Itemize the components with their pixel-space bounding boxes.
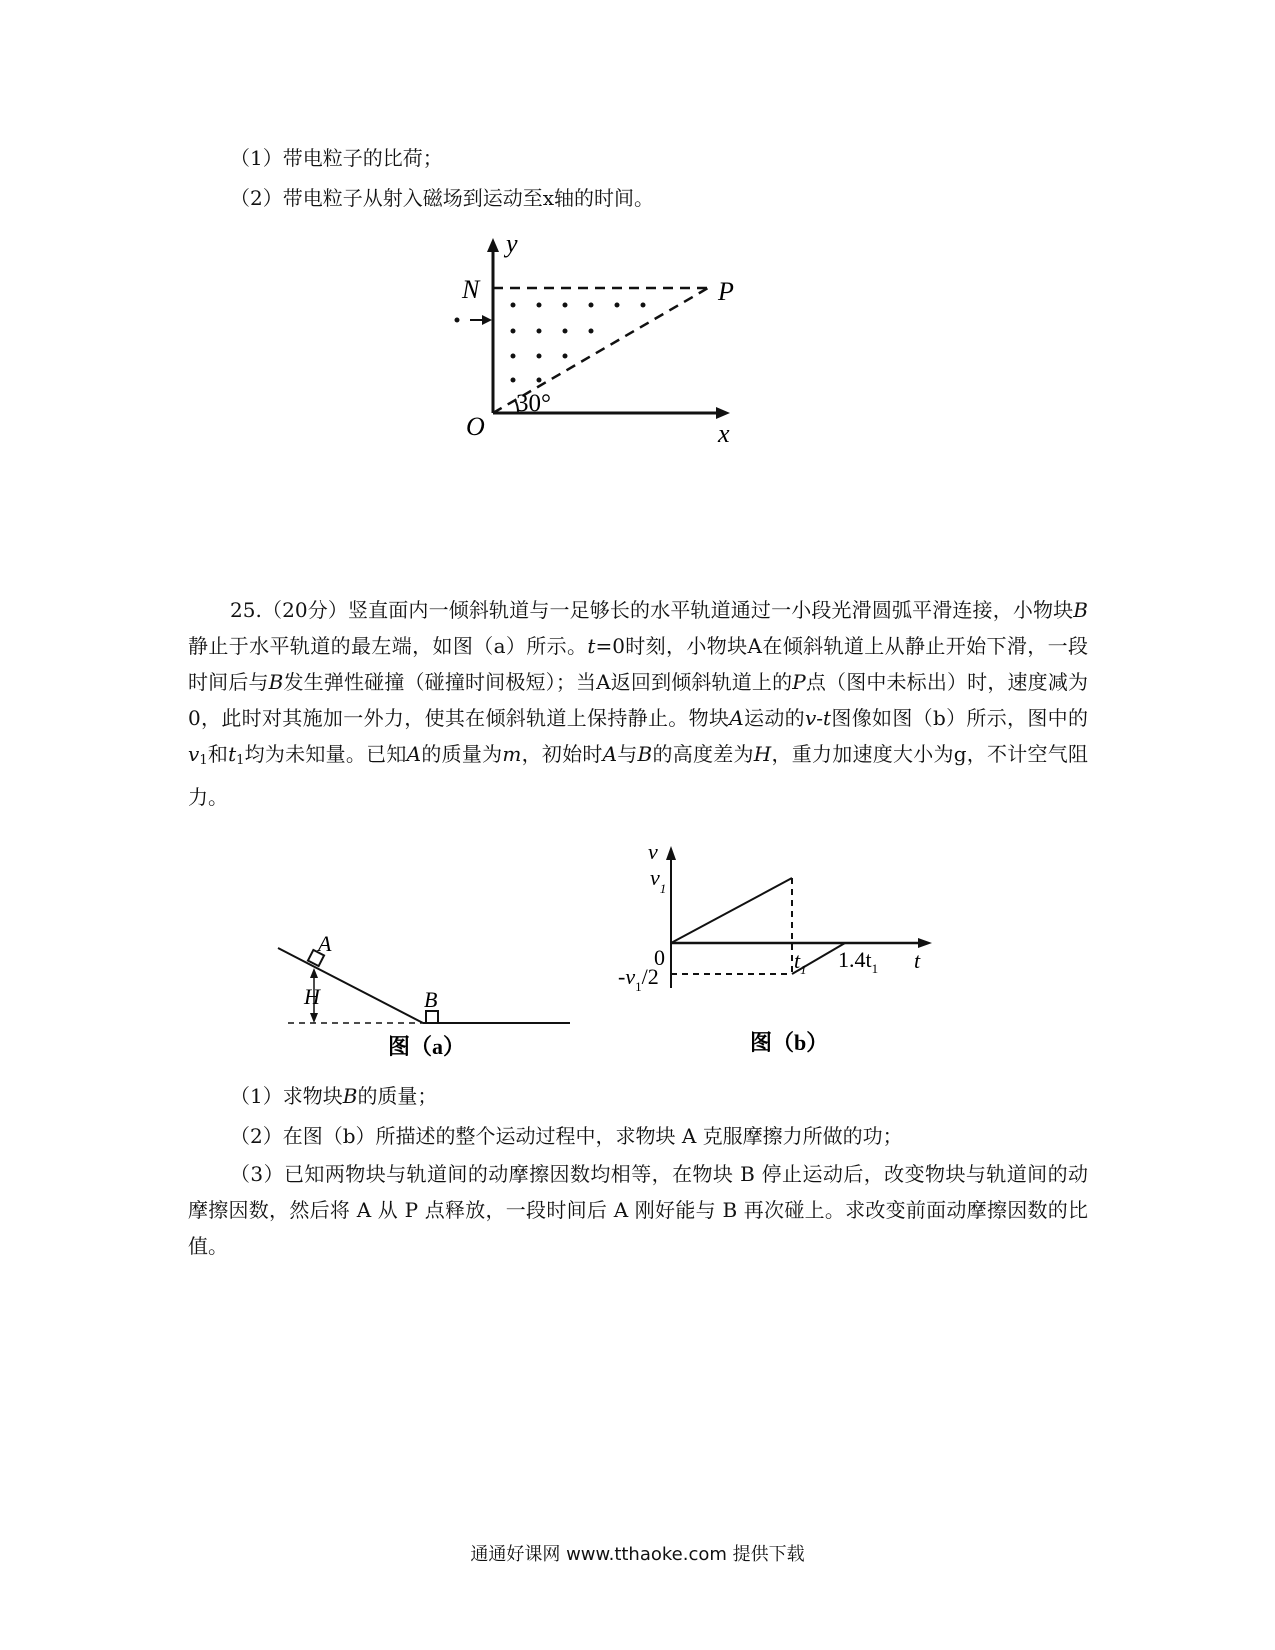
- label-v1: $v_1$: [650, 865, 667, 896]
- sub-question-1: （1）求物块B的质量；: [230, 1084, 438, 1108]
- magnetic-field-figure: [440, 228, 760, 458]
- prev-question-1: （1）带电粒子的比荷；: [230, 146, 443, 170]
- label-1-4t1: $1.4t_1$: [838, 947, 879, 976]
- label-a: A: [318, 931, 332, 956]
- label-t: t: [914, 948, 921, 973]
- label-t1: $t_1$: [794, 948, 807, 977]
- problem-25-text: 25.（20分）竖直面内一倾斜轨道与一足够长的水平轨道通过一小段光滑圆弧平滑连接，小物块B静止于水平轨道的最左端，如图（a）所示。t=0时刻，小物块A在倾斜轨道上从静止开始下滑，一段时间后与B发生弹性碰撞（碰撞时间极短）；当A返回到倾斜轨道上的P点（图中未标出）时，速度减为0，此时对其施加一外力，使其在倾斜轨道上保持静止。物块A运动的v-t图像如图（b）所示，图中的$v_1$和$t_1$均为未知量。已知A的质量为m，初始时A与B的高度差为H，重力加速度大小为g，不计空气阻力。: [188, 598, 1089, 809]
- sub-question-3: （3）已知两物块与轨道间的动摩擦因数均相等，在物块 B 停止运动后，改变物块与轨道间的动摩擦因数，然后将 A 从 P 点释放，一段时间后 A 刚好能与 B 再次碰上。求改变前面动摩擦因数的比值。: [188, 1162, 1088, 1258]
- label-p: P: [718, 277, 734, 306]
- label-v: v: [648, 839, 658, 864]
- figure-b-vt-graph: [610, 838, 950, 1068]
- caption-b: 图（b）: [750, 1030, 829, 1055]
- label-h: H: [304, 984, 320, 1009]
- angle-label: 30°: [516, 390, 551, 417]
- label-o: O: [466, 412, 485, 441]
- label-n: N: [462, 275, 480, 304]
- prev-question-2: （2）带电粒子从射入磁场到运动至x轴的时间。: [230, 186, 655, 210]
- footer-credit: 通通好课网 www.tthaoke.com 提供下载: [470, 1544, 805, 1565]
- label-zero: 0: [654, 945, 665, 970]
- sub-question-2: （2）在图（b）所描述的整个运动过程中，求物块 A 克服摩擦力所做的功；: [230, 1124, 903, 1148]
- label-neg-v1-half: $-v_1/2$: [618, 964, 659, 994]
- label-x: x: [718, 419, 730, 448]
- label-y: y: [506, 229, 518, 258]
- caption-a: 图（a）: [388, 1034, 466, 1059]
- label-b: B: [424, 987, 438, 1012]
- figure-a-incline: [270, 930, 590, 1065]
